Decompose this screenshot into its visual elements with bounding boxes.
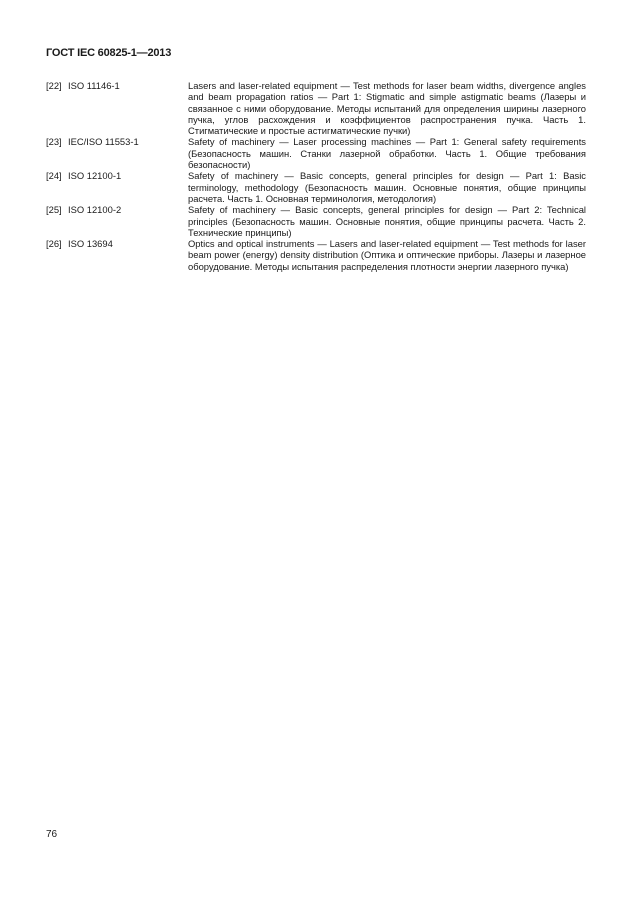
page-number: 76 <box>46 829 58 840</box>
document-header: ГОСТ IEC 60825-1—2013 <box>46 47 172 59</box>
entry-standard-code: ISO 12100-2 <box>68 204 122 216</box>
entry-number: [23] <box>46 136 62 148</box>
entry-number: [25] <box>46 204 62 216</box>
entry-standard-code: IEC/ISO 11553-1 <box>68 136 139 148</box>
bibliography-entry <box>46 80 586 136</box>
entry-title: Lasers and laser-related equipment — Test methods for laser beam widths, divergence angles and beam propagation ratios — Part 1: Stigmatic and simple astigmatic beams (Лазеры и связанное с ними оборудование. Методы испытаний для определения ширины лазерного пучка, углов расхождения и коэффициентов распространения пучка. Часть 1. Стигматические и простые астигматические пучки) <box>188 80 586 137</box>
entry-standard-code: ISO 11146-1 <box>68 80 120 91</box>
entry-number: [22] <box>46 80 62 91</box>
bibliography-entry <box>46 136 586 170</box>
entry-title: Safety of machinery — Basic concepts, general principles for design — Part 2: Technical principles (Безопасность машин. Основные понятия, общие принципы расчета. Часть 2. Технические принципы) <box>188 204 586 238</box>
entry-standard-code: ISO 12100-1 <box>68 170 122 182</box>
bibliography-entry <box>46 238 586 272</box>
bibliography-list <box>46 80 586 272</box>
entry-number: [26] <box>46 238 62 250</box>
bibliography-entry <box>46 204 586 238</box>
entry-title: Safety of machinery — Basic concepts, general principles for design — Part 1: Basic terminology, methodology (Безопасность машин. Основные понятия, общие принципы расчета. Часть 1. Основная терминология, методология) <box>188 170 586 204</box>
bibliography-entry <box>46 170 586 204</box>
entry-standard-code: ISO 13694 <box>68 238 113 250</box>
entry-title: Optics and optical instruments — Lasers and laser-related equipment — Test methods for laser beam power (energy) density distribution (Оптика и оптические приборы. Лазеры и лазерное оборудование. Методы испытания распределения плотности энергии лазерного пучка) <box>188 238 586 272</box>
entry-title: Safety of machinery — Laser processing machines — Part 1: General safety requirements (Безопасность машин. Станки лазерной обработки. Часть 1. Общие требования безопасности) <box>188 136 586 171</box>
entry-number: [24] <box>46 170 62 182</box>
